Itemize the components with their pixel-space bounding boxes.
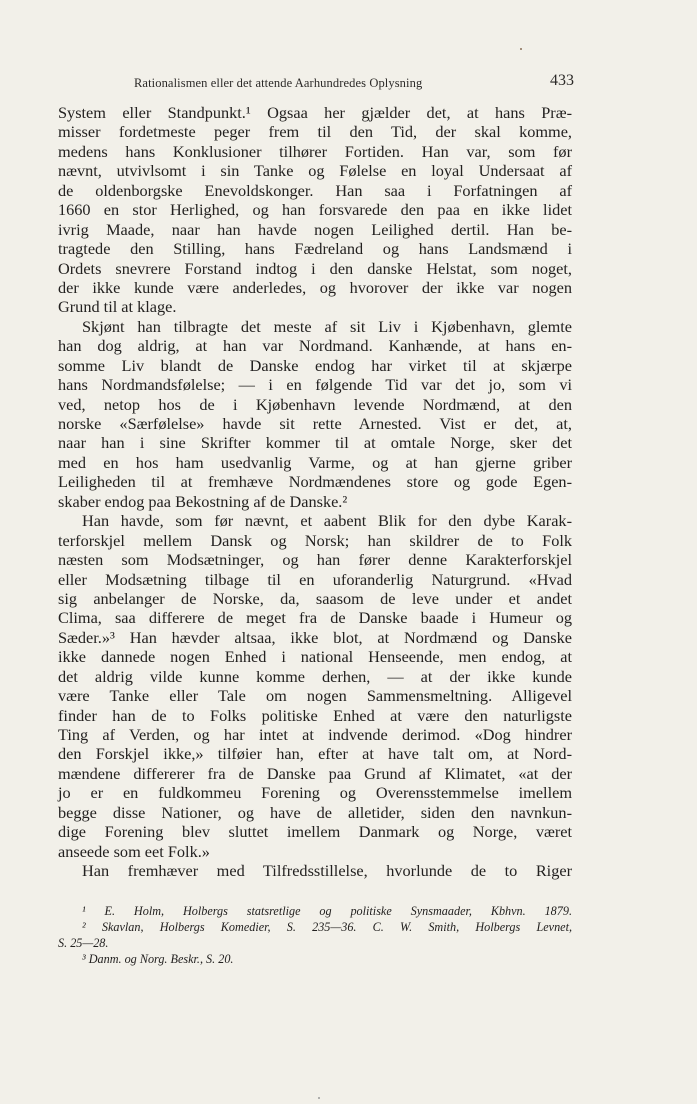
text-line: medens hans Konklusioner tilhører Fortiden. Han var, som før bbox=[58, 141, 572, 161]
footnote: ³ Danm. og Norg. Beskr., S. 20. bbox=[82, 952, 234, 966]
text-line: der ikke kunde være anderledes, og hvorover der ikke var nogen bbox=[58, 277, 572, 297]
text-line: nævnt, utvivlsomt i sin Tanke og Følelse en loyal Undersaat af bbox=[58, 161, 572, 181]
text-line: den Forskjel ikke,» tilføier han, efter at have talt om, at Nord- bbox=[58, 744, 572, 764]
text-line: System eller Standpunkt.¹ Ogsaa her gjælder det, at hans Præ- bbox=[58, 103, 572, 122]
text-line: Ordets snevrere Forstand indtog i den danske Helstat, som noget, bbox=[58, 258, 572, 278]
text-line: mændene differerer fra de Danske paa Grund af Klimatet, «at der bbox=[58, 763, 572, 783]
paper-speck bbox=[318, 1097, 320, 1099]
text-line: Skjønt han tilbragte det meste af sit Liv i Kjøbenhavn, glemte bbox=[82, 316, 572, 336]
text-line: finder han de to Folks politiske Enhed at være den naturligste bbox=[58, 705, 572, 725]
text-line: somme Liv blandt de Danske endog har virket til at skjærpe bbox=[58, 355, 572, 375]
text-line: være Tanke eller Tale om nogen Sammensmeltning. Alligevel bbox=[58, 686, 572, 706]
footnote: ² Skavlan, Holbergs Komedier, S. 235—36. C. W. Smith, Holbergs Levnet, bbox=[82, 920, 572, 934]
text-line: hans Nordmandsfølelse; — i en følgende Tid var det jo, som vi bbox=[58, 375, 572, 395]
text-line: ikke dannede nogen Enhed i national Henseende, men endog, at bbox=[58, 647, 572, 667]
body-text bbox=[58, 103, 572, 881]
text-line: misser fordetmeste peger frem til den Tid, der skal komme, bbox=[58, 122, 572, 142]
page-header bbox=[58, 72, 572, 94]
text-line: det aldrig vilde kunne komme derhen, — at der ikke kunde bbox=[58, 666, 572, 686]
text-line: eller Modsætning tilbage til en uforanderlig Naturgrund. «Hvad bbox=[58, 569, 572, 589]
text-line: jo er en fuldkommeu Forening og Overensstemmelse imellem bbox=[58, 783, 572, 803]
text-line: ivrig Maade, naar han havde nogen Leilighed dertil. Han be- bbox=[58, 219, 572, 239]
text-line: næsten som Modsætninger, og han fører denne Karakterforskjel bbox=[58, 550, 572, 570]
text-line: Grund til at klage. bbox=[58, 297, 177, 317]
footnote: S. 25—28. bbox=[58, 936, 109, 950]
text-line: dige Forening blev sluttet imellem Danmark og Norge, været bbox=[58, 822, 572, 842]
text-line: norske «Særfølelse» havde sit rette Arnested. Vist er det, at, bbox=[58, 414, 572, 433]
text-line: sig anbelanger de Norske, da, saasom de leve under et andet bbox=[58, 588, 572, 608]
text-line: Han fremhæver med Tilfredsstillelse, hvorlunde de to Riger bbox=[82, 861, 572, 881]
text-line: Sæder.»³ Han hævder altsaa, ikke blot, at Nordmænd og Danske bbox=[58, 627, 572, 647]
text-line: naar han i sine Skrifter kommer til at omtale Norge, sker det bbox=[58, 433, 572, 453]
text-line: med en hos ham usedvanlig Varme, og at han gjerne griber bbox=[58, 452, 572, 472]
text-line: de oldenborgske Enevoldskonger. Han saa i Forfatningen af bbox=[58, 180, 572, 200]
text-line: begge disse Nationer, og have de alletider, siden den navnkun- bbox=[58, 802, 572, 822]
text-line: terforskjel mellem Dansk og Norsk; han skildrer de to Folk bbox=[58, 530, 572, 550]
text-line: ved, netop hos de i Kjøbenhavn levende Nordmænd, at den bbox=[58, 394, 572, 414]
paper-speck bbox=[520, 48, 522, 50]
text-line: Clima, saa differere de meget fra de Danske baade i Humeur og bbox=[58, 608, 572, 628]
text-line: 1660 en stor Herlighed, og han forsvarede den paa en ikke lidet bbox=[58, 200, 572, 220]
text-line: han dog aldrig, at han var Nordmand. Kanhænde, at hans en- bbox=[58, 336, 572, 356]
text-line: skaber endog paa Bekostning af de Danske.² bbox=[58, 491, 348, 511]
text-line: Leiligheden til at fremhæve Nordmændenes store og gode Egen- bbox=[58, 472, 572, 492]
text-line: anseede som eet Folk.» bbox=[58, 841, 210, 861]
text-line: tragtede den Stilling, hans Fædreland og hans Landsmænd i bbox=[58, 239, 572, 259]
footnotes bbox=[58, 903, 572, 967]
running-title: Rationalismen eller det attende Aarhundredes Oplysning bbox=[134, 76, 423, 90]
text-line: Han havde, som før nævnt, et aabent Blik for den dybe Karak- bbox=[82, 511, 572, 531]
page-number: 433 bbox=[550, 72, 574, 89]
footnote: ¹ E. Holm, Holbergs statsretlige og politiske Synsmaader, Kbhvn. 1879. bbox=[82, 904, 572, 918]
text-line: Ting af Verden, og har intet at indvende derimod. «Dog hindrer bbox=[58, 725, 572, 744]
